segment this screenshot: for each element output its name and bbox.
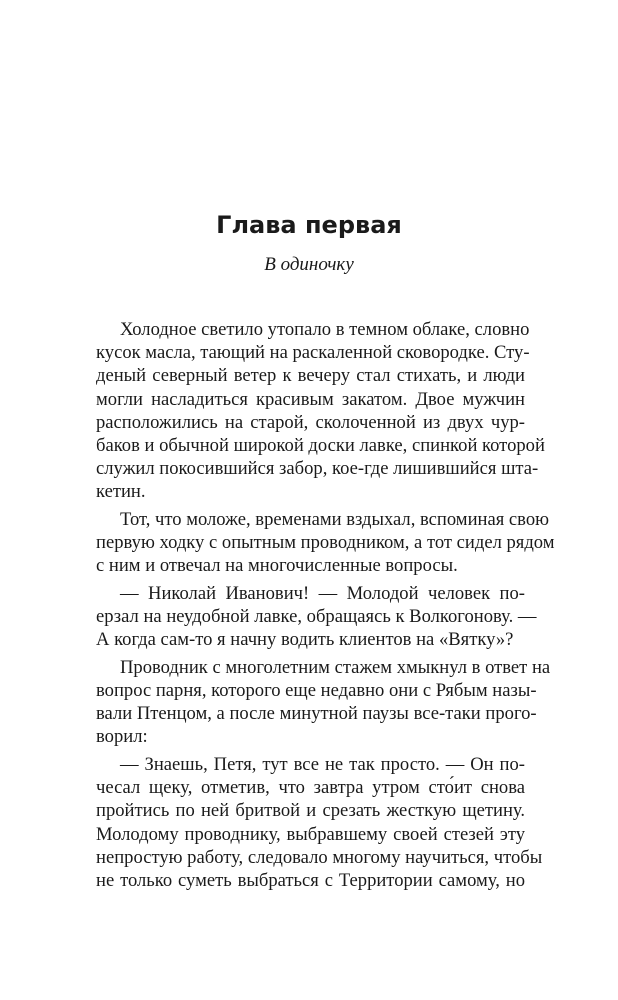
text-line: А когда сам-то я начну водить клиентов на «Вятку»? bbox=[96, 629, 514, 651]
text-line: баков и обычной широкой доски лавке, спинкой которой bbox=[96, 434, 545, 456]
chapter-subtitle: В одиночку bbox=[264, 254, 354, 275]
text-line: могли насладиться красивым закатом. Двое мужчин bbox=[96, 388, 525, 410]
paragraph bbox=[72, 582, 537, 652]
text-line: — Николай Иванович! — Молодой человек по- bbox=[120, 582, 525, 604]
text-line: не только суметь выбраться с Территории самому, но bbox=[96, 869, 525, 891]
text-line: — Знаешь, Петя, тут все не так просто. — Он по- bbox=[120, 753, 525, 775]
paragraph bbox=[72, 753, 543, 892]
text-line: кетин. bbox=[96, 481, 146, 503]
text-line: непростую работу, следовало многому научиться, чтобы bbox=[96, 846, 543, 868]
text-line: вопрос парня, которого еще недавно они с Рябым назы- bbox=[96, 679, 537, 701]
text-line: Тот, что моложе, временами вздыхал, вспоминая свою bbox=[120, 508, 550, 530]
text-line: Молодому проводнику, выбравшему своей стезей эту bbox=[96, 823, 525, 845]
text-line: кусок масла, тающий на раскаленной сковородке. Сту- bbox=[96, 342, 530, 364]
chapter-title: Глава первая bbox=[216, 211, 402, 239]
paragraph bbox=[72, 656, 551, 749]
text-line: Холодное светило утопало в темном облаке, словно bbox=[120, 319, 530, 340]
text-line: ворил: bbox=[96, 726, 148, 748]
text-line: Проводник с многолетним стажем хмыкнул в ответ на bbox=[120, 656, 551, 678]
paragraph bbox=[72, 508, 555, 578]
text-line: расположились на старой, сколоченной из двух чур- bbox=[96, 411, 525, 433]
text-line: с ним и отвечал на многочисленные вопросы. bbox=[96, 555, 458, 577]
text-line: ерзал на неудобной лавке, обращаясь к Волкогонову. — bbox=[96, 606, 537, 628]
paragraph bbox=[72, 318, 545, 504]
text-line: деный северный ветер к вечеру стал стихать, и люди bbox=[96, 365, 525, 387]
text-line: вали Птенцом, а после минутной паузы все-таки прого- bbox=[96, 703, 537, 725]
text-line: пройтись по ней бритвой и срезать жесткую щетину. bbox=[96, 800, 525, 822]
text-line: чесал щеку, отметив, что завтра утром сто́ит снова bbox=[96, 777, 525, 799]
chapter-body bbox=[72, 318, 555, 892]
text-line: первую ходку с опытным проводником, а тот сидел рядом bbox=[96, 532, 555, 554]
text-line: служил покосившийся забор, кое-где лишившийся шта- bbox=[96, 458, 539, 480]
